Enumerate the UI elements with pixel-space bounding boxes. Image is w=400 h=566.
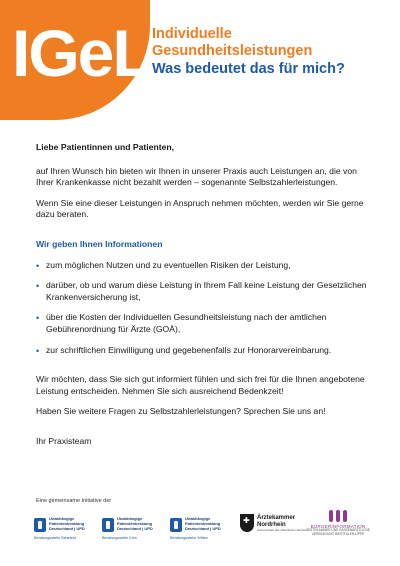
header: [152, 26, 397, 79]
bullet-icon: •: [36, 345, 40, 356]
upd-logo-witten: [170, 516, 232, 542]
aek-title-line-2: Nordrhein: [257, 521, 286, 528]
bullet-icon: •: [36, 313, 40, 324]
aek-title-line-1: Ärztekammer: [257, 515, 296, 521]
aek-title: [257, 515, 295, 528]
upd-location: Beratungsstelle Witten: [170, 536, 208, 540]
list-item: [36, 345, 371, 357]
list-item: [36, 280, 371, 303]
bullet-text: zur schriftlichen Einwilligung und gegebenenfalls zur Honorarvereinbarung.: [46, 344, 332, 355]
header-question: Was bedeutet das für mich?: [152, 61, 345, 77]
aek-subtitle: Körperschaft des öffentlichen Rechts: [257, 528, 306, 532]
header-line-2: Gesundheitsleistungen: [152, 43, 313, 59]
upd-name: Unabhängige Patientenberatung Deutschland | UPD: [185, 516, 221, 531]
partner-logos: [34, 510, 374, 550]
upd-logo-koeln: [102, 516, 164, 542]
bullet-icon: •: [36, 260, 40, 271]
decision-paragraph: Wir möchten, dass Sie sich gut informiert fühlen und sich frei für die Ihnen angebotene Leistung entscheiden. Nehmen Sie sich ausreichend Bedenkzeit!: [36, 374, 365, 396]
bi-subtitle: ÄRZTEKAMMER UND KASSENÄRZTLICHE VEREINIGUNG WESTFALEN-LIPPE: [306, 528, 370, 536]
upd-mark-icon: [34, 518, 46, 532]
crest-icon: [240, 514, 254, 532]
list-item: [36, 312, 371, 335]
upd-logo-bielefeld: [34, 516, 96, 542]
questions-paragraph: Haben Sie weitere Fragen zu Selbstzahlerleistungen? Sprechen Sie uns an!: [36, 406, 326, 417]
signature: Ihr Praxisteam: [36, 435, 92, 446]
upd-name: Unabhängige Patientenberatung Deutschland | UPD: [117, 516, 153, 531]
header-line-1: Individuelle: [152, 26, 232, 42]
buergerinformation-logo: [302, 510, 374, 546]
bullet-text: darüber, ob und warum diese Leistung in Ihrem Fall keine Leistung der Gesetzlichen Krankenversicherung ist,: [46, 280, 367, 302]
list-item: [36, 260, 371, 272]
letter-body: [36, 142, 371, 448]
bullet-icon: •: [36, 281, 40, 292]
intro-paragraph: auf Ihren Wunsch hin bieten wir Ihnen in unserer Praxis auch Leistungen an, die von Ihrer Krankenkasse nicht bezahlt werden – sogenannte Selbstzahlerleistungen.: [36, 165, 357, 188]
upd-location: Beratungsstelle Bielefeld: [34, 536, 76, 540]
info-bullet-list: [36, 260, 371, 357]
section-title: Wir geben Ihnen Informationen: [36, 238, 163, 249]
people-icon: [329, 510, 347, 522]
initiative-caption: Eine gemeinsame Initiative der: [36, 498, 112, 504]
upd-mark-icon: [170, 518, 182, 532]
bullet-text: zum möglichen Nutzen und zu eventuellen Risiken der Leistung,: [46, 259, 291, 270]
upd-location: Beratungsstelle Köln: [102, 536, 137, 540]
upd-mark-icon: [102, 518, 114, 532]
salutation: Liebe Patientinnen und Patienten,: [36, 142, 174, 152]
advice-paragraph: Wenn Sie eine dieser Leistungen in Anspruch nehmen möchten, werden wir Sie gerne dazu beraten.: [36, 197, 364, 220]
bi-title: BÜRGERINFORMATION: [310, 524, 366, 529]
igel-logo: IGeL: [12, 16, 151, 90]
upd-name: Unabhängige Patientenberatung Deutschland | UPD: [49, 516, 85, 531]
aerztekammer-nordrhein-logo: [240, 514, 310, 544]
bullet-text: über die Kosten der Individuellen Gesundheitsleistung nach der amtlichen Gebührenordnung für Ärzte (GOÄ),: [46, 312, 327, 334]
